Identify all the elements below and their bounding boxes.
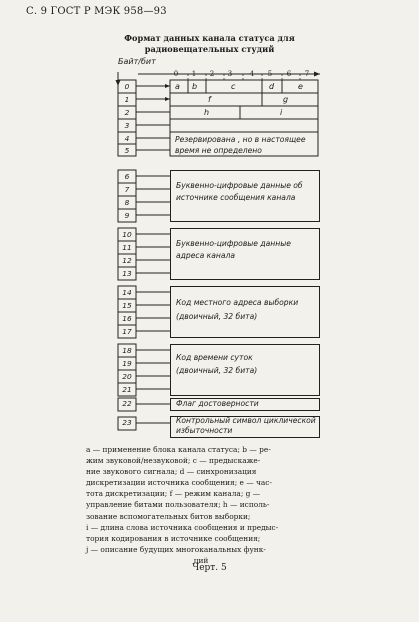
row-number: 23 — [122, 418, 132, 427]
group-text: Код местного адреса выборки — [176, 298, 299, 307]
group-text: (двоичный, 32 бита) — [176, 366, 258, 375]
row-number: 7 — [124, 185, 130, 194]
bit-label: 0 — [173, 70, 179, 78]
row-number: 22 — [122, 399, 132, 408]
field-g: g — [283, 95, 289, 104]
row-number: 13 — [122, 269, 132, 278]
row-number: 8 — [124, 198, 130, 207]
legend-line: a — применение блока канала статуса; b — ре- — [86, 445, 271, 454]
legend-line: дискретизации источника сообщения; e — час- — [86, 478, 272, 488]
reserved-note-line-1: Резервирована , но в настоящее — [175, 135, 306, 144]
field-c: c — [231, 82, 236, 91]
figure-title-line-2: радиовещательных студий — [144, 44, 275, 54]
legend-line: ние звукового сигнала; d — синхронизация — [86, 467, 257, 477]
bit-label: 4 — [249, 70, 255, 78]
legend — [86, 444, 316, 566]
row-number: 15 — [122, 301, 132, 310]
field-b: b — [192, 82, 198, 91]
field-e: e — [298, 82, 303, 91]
bit-label: 5 — [267, 70, 273, 78]
group-text: Буквенно-цифровые данные — [176, 239, 291, 248]
legend-line: тория кодирования в источнике сообщения; — [86, 533, 261, 543]
group-text: адреса канала — [176, 251, 236, 260]
field-a: a — [175, 82, 180, 91]
row-number: 20 — [122, 372, 132, 381]
row-number: 14 — [122, 288, 132, 297]
reserved-note-line-2: время не определено — [175, 146, 262, 155]
legend-line: управление битами пользователя; h — исполь- — [86, 500, 270, 510]
row-number: 16 — [122, 314, 132, 323]
row-number: 18 — [122, 346, 132, 355]
row-number: 3 — [124, 121, 130, 130]
row-number: 21 — [122, 385, 132, 394]
figure-title-line-1: Формат данных канала статуса для — [124, 33, 295, 43]
field-f: f — [208, 95, 211, 104]
legend-line: тота дискретизации; f — режим канала; g — — [86, 489, 261, 499]
row-number: 17 — [122, 327, 132, 336]
group-text: источнике сообщения канала — [176, 193, 296, 202]
bit-label: 3 — [227, 70, 233, 78]
group-text: Буквенно-цифровые данные об — [176, 181, 303, 190]
page-header: С. 9 ГОСТ Р МЭК 958—93 — [26, 6, 167, 17]
legend-line: зование вспомогательных битов выборки; — [86, 511, 251, 521]
crc-text: Контрольный символ циклической — [176, 416, 316, 425]
legend-line: j — описание будущих многоканальных функ- — [86, 544, 266, 554]
figure-caption: Черт. 5 — [192, 563, 227, 573]
group-text: Код времени суток — [176, 353, 253, 362]
field-h: h — [204, 108, 210, 117]
row-number: 19 — [122, 359, 132, 368]
field-d: d — [269, 82, 275, 91]
row-number: 12 — [122, 256, 132, 265]
bit-label: 1 — [191, 70, 197, 78]
row-number: 6 — [124, 172, 130, 181]
bit-label: 7 — [304, 70, 310, 78]
axis-byte-bit-label: Байт/бит — [118, 57, 156, 66]
legend-line: ций — [193, 555, 209, 565]
row-number: 5 — [124, 146, 130, 155]
row-number: 10 — [122, 230, 132, 239]
reliability-flag-text: Флаг достоверности — [176, 399, 259, 408]
bit-label: 2 — [209, 70, 215, 78]
row-number: 9 — [124, 211, 130, 220]
row-number: 0 — [124, 82, 130, 91]
group-text: (двоичный, 32 бита) — [176, 312, 258, 321]
row-number: 2 — [124, 108, 130, 117]
row-number: 4 — [124, 134, 130, 143]
legend-line: жим звуковой/незвуковой; c — предыскаже- — [86, 456, 261, 466]
field-i: i — [280, 108, 283, 117]
legend-line: i — длина слова источника сообщения и предыс- — [86, 522, 279, 532]
row-number: 1 — [124, 95, 130, 104]
row-number: 11 — [122, 243, 132, 252]
crc-text: избыточности — [176, 426, 233, 435]
bit-label: 6 — [286, 70, 292, 78]
